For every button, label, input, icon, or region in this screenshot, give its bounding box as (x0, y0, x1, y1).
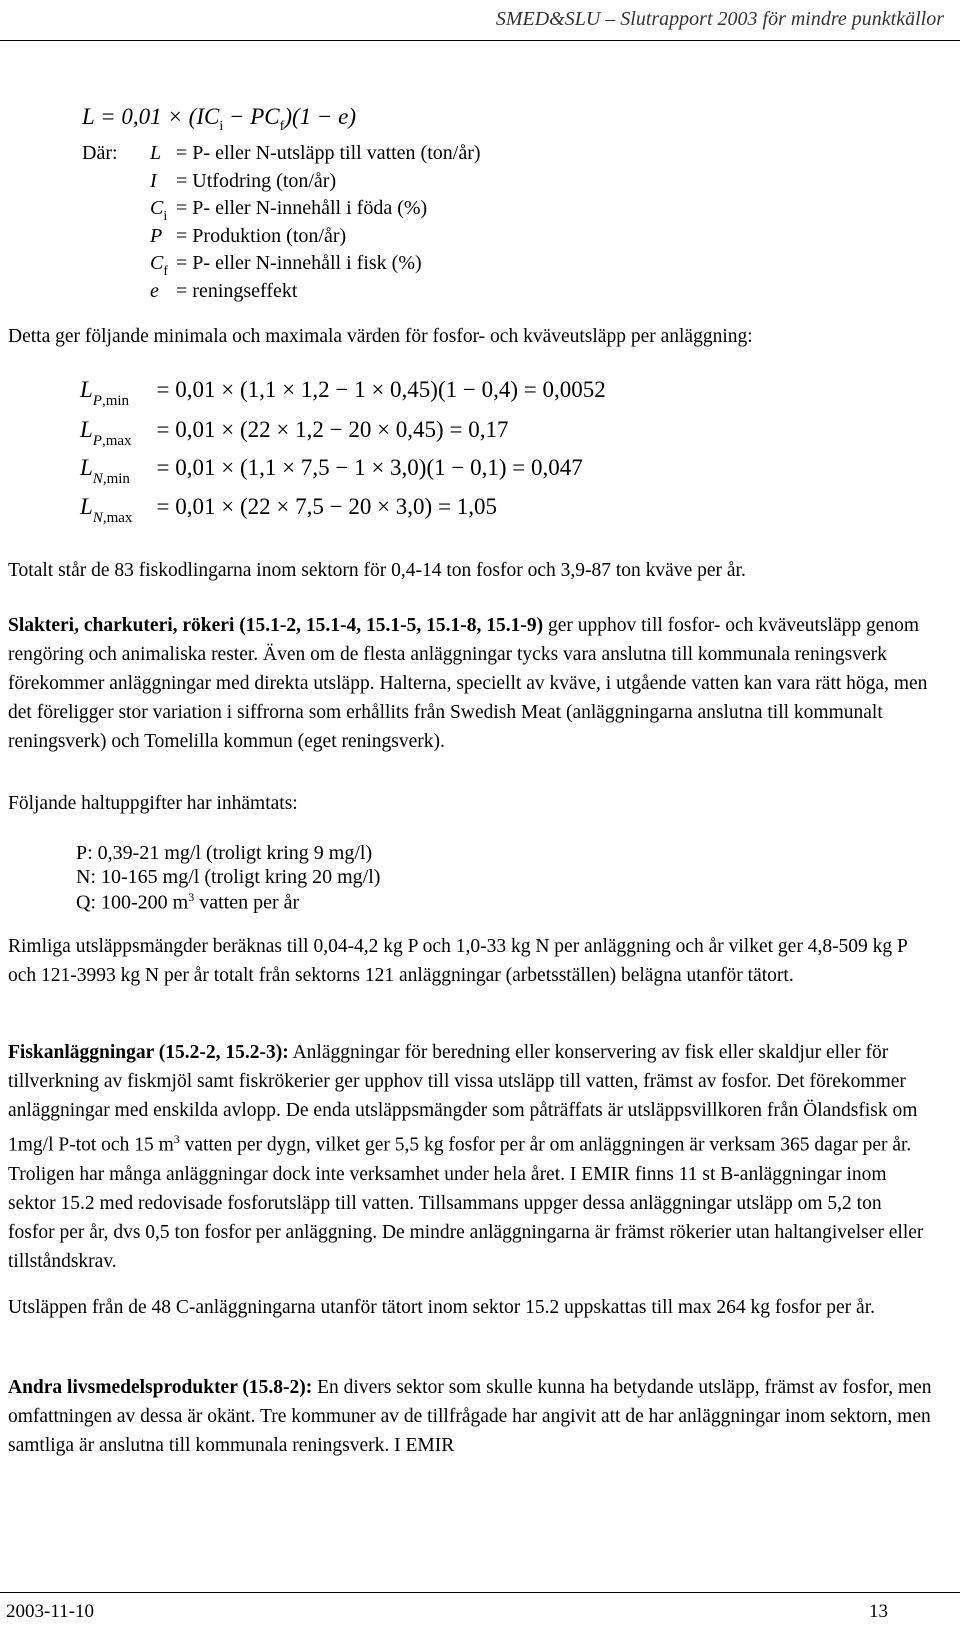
equation-p-max: LP,max = 0,01 × (22 × 1,2 − 20 × 0,45) = 0,17 (80, 417, 509, 449)
definition-row: P = Produktion (ton/år) (150, 225, 346, 253)
foljande-paragraph: Följande haltuppgifter har inhämtats: (8, 793, 298, 814)
main-formula: $L = 0,01 \times (IC_i - PC_f)(1 - e)$ (82, 104, 357, 134)
definition-symbol: P (150, 225, 163, 247)
utslappen-paragraph: Utsläppen från de 48 C-anläggningarna utanför tätort inom sektor 15.2 uppskattas till max 264 kg fosfor per år. (8, 1297, 875, 1318)
definition-symbol: $C_f$ (150, 252, 169, 279)
definition-symbol: e (150, 280, 159, 302)
andra-paragraph: Andra livsmedelsprodukter (15.8-2): En divers sektor som skulle kunna ha betydande utsläpp, främst av fosfor, men omfattningen av dessa är okänt. Tre kommuner av de tillfrågade har angivit att de har anläggningar inom sektorn, men samtliga är anslutna till kommunala reningsverk. I EMIR (8, 1377, 932, 1456)
slakteri-paragraph: Slakteri, charkuteri, rökeri (15.1-2, 15.1-4, 15.1-5, 15.1-8, 15.1-9) ger upphov till fosfor- och kväveutsläpp genom rengöring och animaliska rester. Även om de flesta anläggningar tycks vara anslutna till kommunala reningsverk förekommer anläggningar med direkta utsläpp. Halterna, speciellt av kväve, i utgående vatten kan vara rätt höga, men det föreligger stor variation i siffrorna som erhållits från Swedish Meat (anläggningarna anslutna till kommunalt reningsverk) och Tomelilla kommun (eget reningsverk). (8, 615, 928, 752)
definition-symbol: $C_i$ (150, 197, 168, 224)
running-header: SMED&SLU – Slutrapport 2003 för mindre punktkällor (495, 8, 944, 30)
intro-paragraph: Detta ger följande minimala och maximala värden för fosfor- och kväveutsläpp per anläggning: (8, 326, 753, 347)
definition-symbol: L (150, 142, 162, 164)
totalt-paragraph: Totalt står de 83 fiskodlingarna inom sektorn för 0,4-14 ton fosfor och 3,9-87 ton kväve per år. (8, 560, 746, 581)
rimliga-paragraph: Rimliga utsläppsmängder beräknas till 0,04-4,2 kg P och 1,0-33 kg N per anläggning och år vilket ger 4,8-509 kg P och 121-3993 kg N per år totalt från sektorns 121 anläggningar (arbetsställen) belägna utanför tätort. (8, 936, 908, 986)
equation-n-max: LN,max = 0,01 × (22 × 7,5 − 20 × 3,0) = 1,05 (80, 494, 497, 526)
definition-row: $C_i = P-$ eller N-innehåll i föda (%) (150, 197, 428, 224)
equation-p-min: LP,min = 0,01 × (1,1 × 1,2 − 1 × 0,45)(1 − 0,4) = 0,0052 (80, 377, 606, 409)
page-number: 13 (869, 1601, 888, 1622)
halt-p: P: 0,39-21 mg/l (troligt kring 9 mg/l) (76, 842, 373, 864)
footer-date: 2003-11-10 (6, 1601, 94, 1622)
definition-row: I = Utfodring (ton/år) (150, 170, 336, 198)
definition-symbol: I (150, 170, 157, 192)
definition-row: L = P- eller N-utsläpp till vatten (ton/år) (150, 142, 481, 170)
halt-n: N: 10-165 mg/l (troligt kring 20 mg/l) (76, 866, 381, 888)
equation-n-min: LN,min = 0,01 × (1,1 × 7,5 − 1 × 3,0)(1 − 0,1) = 0,047 (80, 455, 583, 487)
fisk-paragraph: Fiskanläggningar (15.2-2, 15.2-3): Anläggningar för beredning eller konservering av fisk eller skaldjur eller för tillverkning av fiskmjöl samt fiskrökerier ger upphov till vissa utsläpp till vatten, främst av fosfor. Det förekommer anläggningar med enskilda avlopp. De enda utsläppsmängder som påträffats är utsläppsvillkoren från Ölandsfisk om 1mg/l P-tot och 15 $m^3$ vatten per dygn, vilket ger 5,5 kg fosfor per år om anläggningen är verksam 365 dagar per år. Troligen har många anläggningar dock inte verksamhet under hela året. I EMIR finns 11 st B-anläggningar inom sektor 15.2 med redovisade fosforutsläpp till vatten. Tillsammans uppger dessa anläggningar utsläpp om 5,2 ton fosfor per år, dvs 0,5 ton fosfor per anläggning. De mindre anläggningarna är främst rökerier utan haltangivelser eller tillståndskrav. (8, 1042, 924, 1272)
header-rule (0, 40, 960, 41)
definition-row: $C_f = P-$ eller N-innehåll i fisk (%) (150, 252, 422, 279)
halt-q: Q: 100-200 $m^3$ vatten per år (76, 890, 300, 914)
definition-row: e = reningseffekt (150, 280, 297, 308)
dar-label: Där: (82, 142, 118, 164)
footer-rule (0, 1592, 960, 1593)
